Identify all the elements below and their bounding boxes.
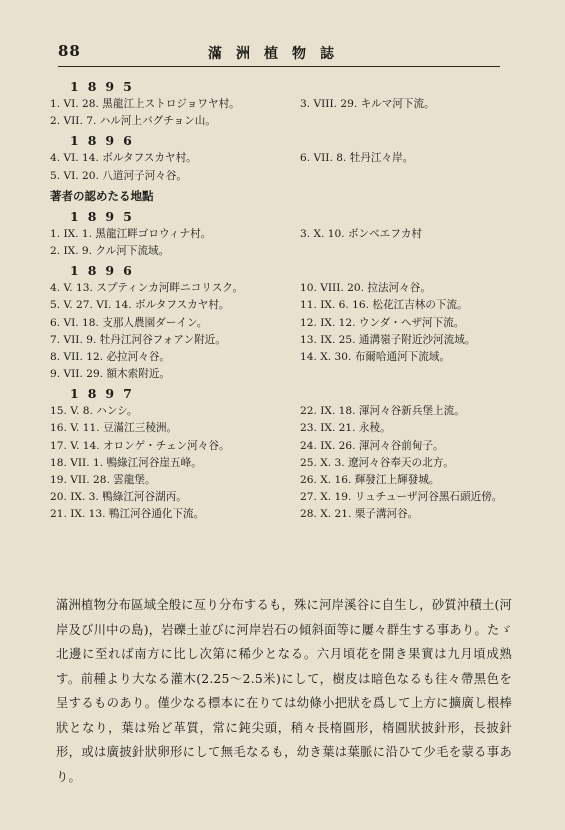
locality-row: [50, 168, 520, 185]
locality-row: [50, 280, 520, 297]
locality-row: [50, 472, 520, 489]
locality-entry: 3. X. 10. ボンベエフカ村: [300, 227, 423, 240]
header-rule: [58, 66, 500, 67]
locality-entry: 17. V. 14. オロンゲ・チェン河々谷。: [50, 439, 230, 452]
running-title: 滿洲植物誌: [208, 46, 348, 62]
locality-entry: [300, 168, 520, 185]
locality-entry: 2. VII. 7. ハル河上バグチョン山。: [50, 115, 216, 128]
locality-entry: 4. V. 13. スプティンカ河畔ニコリスク。: [50, 282, 244, 295]
locality-entry: 1. IX. 1. 黑龍江畔ゴロウィナ村。: [50, 227, 212, 240]
locality-entry: 11. IX. 6. 16. 松花江吉林の下流。: [300, 299, 468, 312]
locality-entry: 13. IX. 25. 通溝嶺子附近沙河流域。: [300, 333, 476, 346]
page-number: 88: [58, 42, 81, 60]
locality-row: [50, 506, 520, 523]
locality-row: [50, 150, 520, 167]
locality-entry: 7. VII. 9. 牡丹江河谷フォアン附近。: [50, 333, 226, 346]
section-subheading: 著者の認めたる地點: [50, 188, 154, 203]
locality-entry: 25. X. 3. 遼河々谷奉天の北方。: [300, 456, 454, 469]
locality-entry: 28. X. 21. 栗子溝河谷。: [300, 508, 419, 521]
locality-row: [50, 332, 520, 349]
year-heading: 1896: [70, 263, 141, 279]
locality-row: [50, 403, 520, 420]
locality-row: [50, 420, 520, 437]
locality-entry: 5. V. 27. VI. 14. ボルタフスカヤ村。: [50, 299, 230, 312]
locality-entry: 8. VII. 12. 必拉河々谷。: [50, 350, 171, 363]
locality-row: [50, 96, 520, 113]
locality-entry: 18. VII. 1. 鴨綠江河谷崖五峰。: [50, 456, 202, 469]
locality-entry: 16. V. 11. 豆滿江三稜洲。: [50, 422, 178, 435]
locality-entry: 2. IX. 9. クル河下流域。: [50, 244, 170, 257]
locality-entry: 19. VII. 28. 雲龍堡。: [50, 474, 156, 486]
locality-entry: 3. VIII. 29. キルマ河下流。: [300, 98, 435, 110]
locality-entry: [300, 243, 520, 260]
locality-entry: 14. X. 30. 布爾哈通河下流域。: [300, 350, 451, 363]
locality-entry: 6. VII. 8. 牡丹江々岸。: [300, 152, 414, 165]
description-paragraph: [56, 593, 512, 789]
description-text: 滿洲植物分布區域全般に亙り分布するも，殊に河岸溪谷に自生し，砂質沖積土(河岸及び川中の島)，岩礫土並びに河岸岩石の傾斜面等に屢々群生する事あり。たゞ北邊に至れば南方に比し次第に稀少となる。六月頃花を開き果實は九月頃成熟す。前種より大なる灌木(2.25〜2.5米)にして，樹皮は暗色なるも往々帶黑色を呈するものあり。僅少なる標本に在りては幼條小把狀を爲して上方に擴廣し根棒狀となり，葉は殆ど革質，常に鈍尖頭，稍々長楕圓形，楕圓狀披針形，長披針形，或は廣披針狀卵形にして無毛なるも，幼き葉は葉脈に沿ひて少毛を蒙る事あり。: [56, 598, 512, 784]
locality-entry: 10. VIII. 20. 拉法河々谷。: [300, 282, 431, 295]
year-heading: 1896: [70, 133, 141, 149]
locality-entry: 26. X. 16. 輝發江上輝發城。: [300, 474, 440, 486]
locality-row: [50, 455, 520, 472]
locality-list: [50, 76, 520, 524]
year-heading: 1897: [70, 386, 141, 402]
locality-entry: 4. VI. 14. ボルタフスカヤ村。: [50, 152, 197, 165]
year-heading: 1895: [70, 79, 141, 94]
locality-entry: 20. IX. 3. 鴨綠江河谷湖丙。: [50, 491, 187, 504]
locality-row: [50, 366, 520, 383]
locality-entry: 15. V. 8. ハンシ。: [50, 405, 138, 418]
locality-entry: 12. IX. 12. ウンダ・ヘザ河下流。: [300, 316, 465, 329]
locality-entry: 23. IX. 21. 永稜。: [300, 422, 391, 435]
locality-row: [50, 438, 520, 455]
locality-entry: [300, 366, 520, 383]
locality-entry: 5. VI. 20. 八道河子河々谷。: [50, 169, 188, 182]
locality-entry: [300, 113, 520, 130]
year-heading: 1895: [70, 208, 141, 224]
locality-row: [50, 349, 520, 366]
locality-entry: 6. VI. 18. 支那人農園ダーイン。: [50, 316, 208, 329]
locality-row: [50, 226, 520, 243]
locality-entry: 22. IX. 18. 渾河々谷新兵堡上流。: [300, 405, 465, 418]
locality-entry: 1. VI. 28. 黑龍江上ストロジョワヤ村。: [50, 98, 240, 110]
locality-row: [50, 113, 520, 130]
locality-row: [50, 243, 520, 260]
page-header: [58, 42, 500, 62]
locality-entry: 9. VII. 29. 額木索附近。: [50, 368, 171, 381]
locality-entry: 24. IX. 26. 渾河々谷前甸子。: [300, 439, 444, 452]
locality-row: [50, 297, 520, 314]
locality-row: [50, 489, 520, 506]
locality-entry: 21. IX. 13. 鴨江河谷通化下流。: [50, 508, 205, 521]
locality-row: [50, 315, 520, 332]
locality-entry: 27. X. 19. リュチューザ河谷黑石頭近傍。: [300, 491, 503, 504]
